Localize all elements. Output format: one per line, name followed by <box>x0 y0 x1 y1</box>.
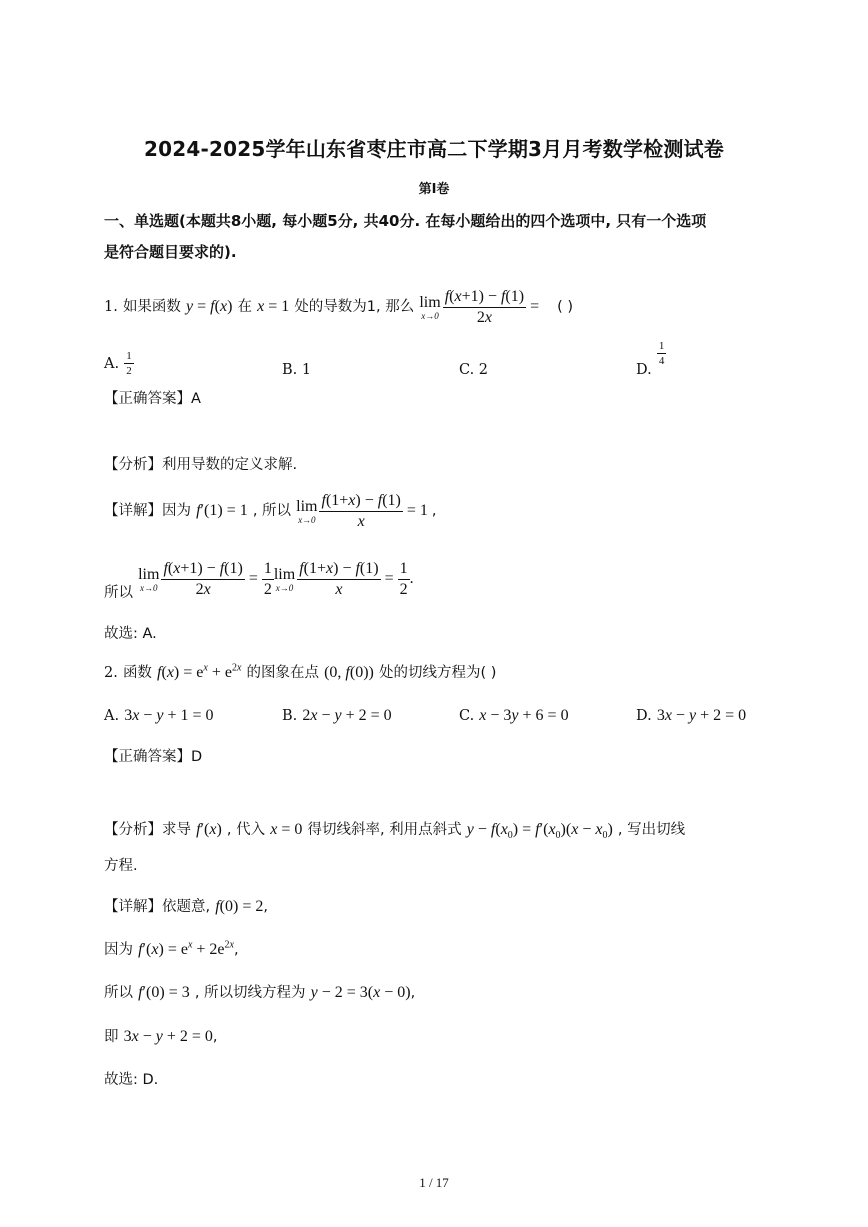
formula-y-eq-fx: y = f(x) <box>186 297 233 315</box>
formula-limit-definition: lim x→0 $\frac{f(1+x) - f(1)}{x}$ = 1 <box>296 492 432 530</box>
question-1-option-a: A. $\frac{1}{2}$ <box>104 350 132 378</box>
question-1-analysis: 【分析】利用导数的定义求解. <box>104 457 298 473</box>
question-1-stem: 1. 如果函数 y = f(x) 在 x = 1 处的导数为1, 那么 lim x→0 $\frac{f(x+1) - f(1)}{2x}$ = ( ) <box>104 288 574 326</box>
formula-function-q2: $f(x) = e^x + e^{2x}$ <box>157 662 242 681</box>
formula-point-slope: $y - f(x_0) = f'(x_0)(x - x_0)$ <box>466 821 613 842</box>
section-heading-line-2: 是符合题目要求的). <box>104 243 237 261</box>
question-2-analysis-line-1: 【分析】求导 f′(x) , 代入 x = 0 得切线斜率, 利用点斜式 $y - f(x_0) = f'(x_0)(x - x_0)$ , 写出切线 <box>104 821 686 842</box>
question-2-option-d: D. 3x − y + 2 = 0 <box>636 707 747 724</box>
question-1-detail-line-2: 所以 lim x→0 $\frac{f(x+1) - f(1)}{2x}$ = $\frac{1}{2}$ lim x→0 $\frac{f(1+x) - f(1)}{x}$ = $\frac{1}{2}$ . <box>104 560 414 601</box>
question-2-detail-line-2: 因为 $f'(x) = e^x + 2e^{2x}$, <box>104 939 239 958</box>
fraction-one-quarter: $\frac{1}{4}$ <box>658 340 665 368</box>
section-heading-line-1: 一、单选题(本题共8小题, 每小题5分, 共40分. 在每小题给出的四个选项中, 只有一个选项 <box>104 212 707 230</box>
formula-limit-q1: lim x→0 $\frac{f(x+1) - f(1)}{2x}$ = <box>419 288 544 326</box>
question-2-stem: 2. 函数 $f(x) = e^x + e^{2x}$ 的图象在点 (0, f(0)) 处的切线方程为( ) <box>104 662 497 681</box>
formula-point-q2: (0, f(0)) <box>324 664 374 681</box>
question-2-option-a: A. 3x − y + 1 = 0 <box>104 707 214 724</box>
question-1-choice: 故选: A. <box>104 626 157 642</box>
fraction-one-half: $\frac{1}{2}$ <box>126 350 132 378</box>
question-1-option-c: C. 2 <box>459 362 489 378</box>
page-number: 1 / 17 <box>419 1175 449 1190</box>
question-2-choice: 故选: D. <box>104 1072 159 1088</box>
formula-limit-result: lim x→0 $\frac{f(x+1) - f(1)}{2x}$ = $\frac{1}{2}$ lim x→0 $\frac{f(1+x) - f(1)}{x}$ = $\frac{1}{2}$ . <box>138 560 414 598</box>
question-2-analysis-line-2: 方程. <box>104 858 138 874</box>
question-2-option-c: C. x − 3y + 6 = 0 <box>459 707 569 724</box>
formula-x-eq-1: x = 1 <box>257 297 290 315</box>
question-1-option-d: D. $\frac{1}{4}$ <box>636 340 665 379</box>
question-1-detail-line-1: 【详解】因为 f′(1) = 1 , 所以 lim x→0 $\frac{f(1+x) - f(1)}{x}$ = 1 , <box>104 492 437 530</box>
question-2-option-b: B. 2x − y + 2 = 0 <box>282 707 392 724</box>
question-2-detail-line-3: 所以 f′(0) = 3 , 所以切线方程为 y − 2 = 3(x − 0), <box>104 984 416 1001</box>
question-2-detail-line-4: 即 3x − y + 2 = 0, <box>104 1028 218 1045</box>
question-2-detail-line-1: 【详解】依题意, f(0) = 2, <box>104 898 268 915</box>
document-title: 2024-2025学年山东省枣庄市高二下学期3月月考数学检测试卷 <box>144 137 724 161</box>
question-2-answer: 【正确答案】D <box>104 749 203 765</box>
volume-label: 第I卷 <box>418 182 450 197</box>
question-1-answer: 【正确答案】A <box>104 391 201 407</box>
question-1-option-b: B. 1 <box>282 362 312 378</box>
